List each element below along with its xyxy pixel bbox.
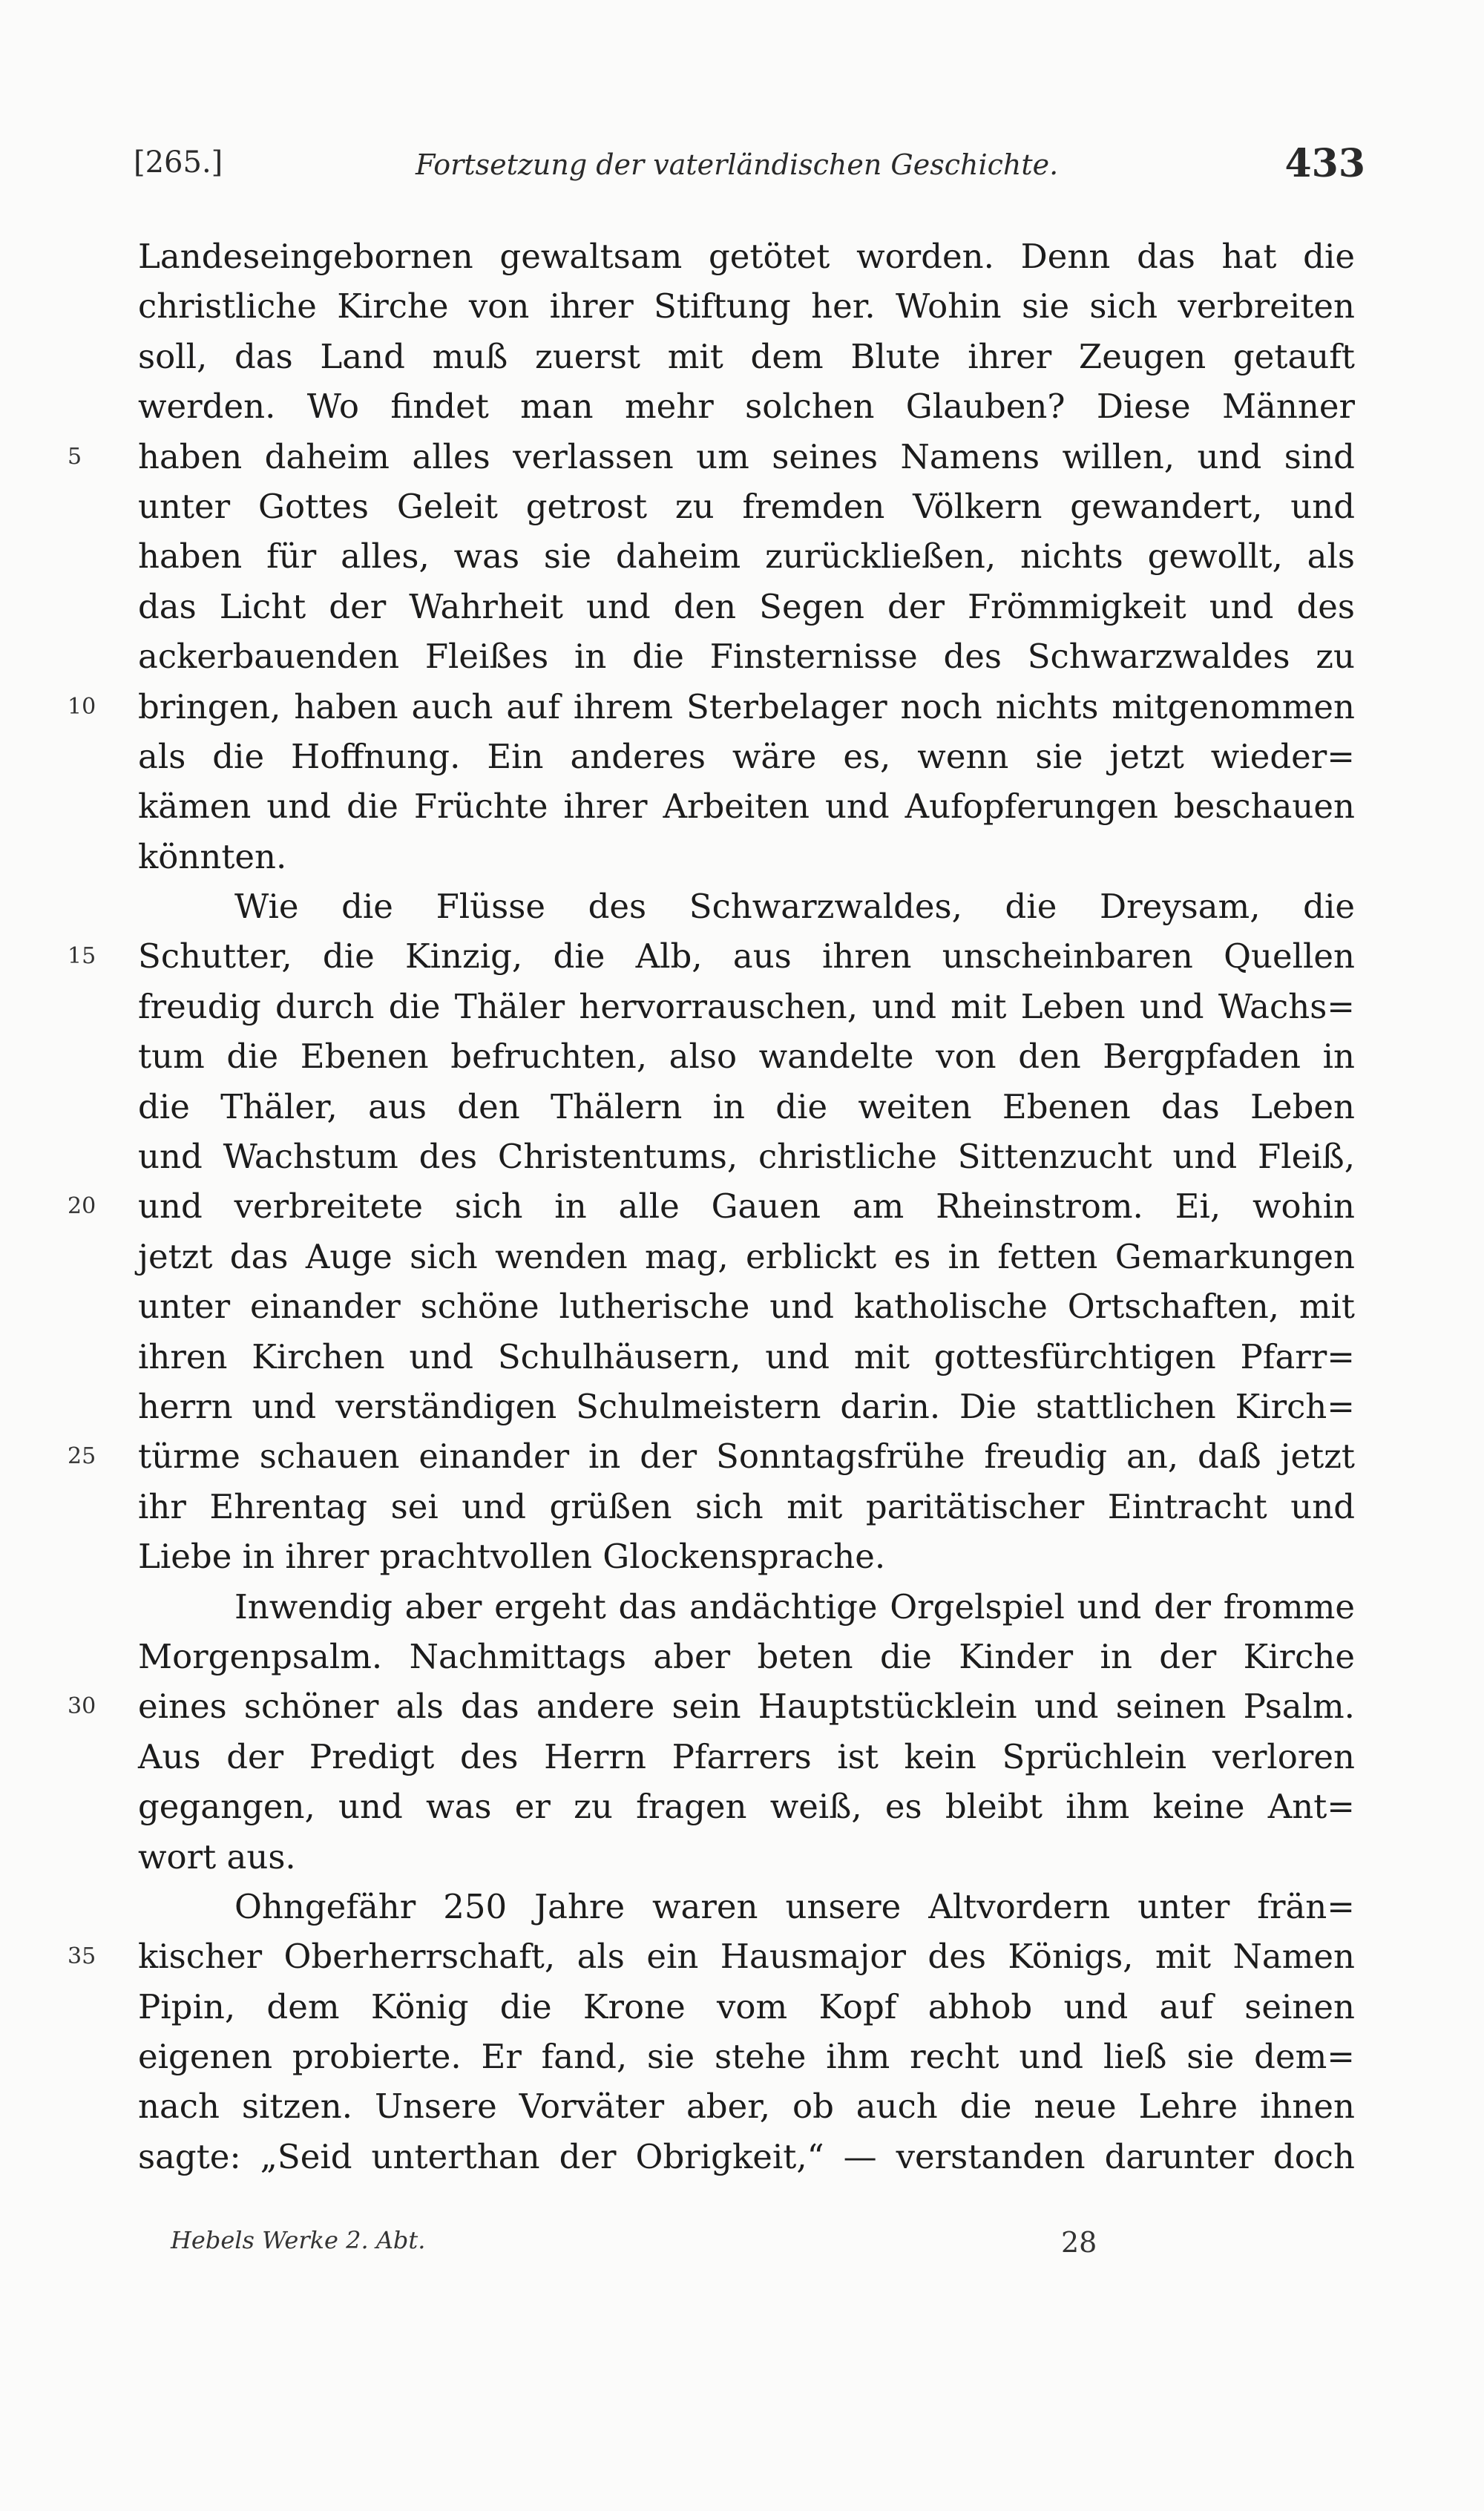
text-line: [138, 1281, 1355, 1331]
text-line: [138, 1982, 1355, 2032]
text-line: [138, 1832, 1355, 1882]
page-footer: [171, 2226, 1135, 2271]
body-text: [68, 232, 1355, 2182]
text-line: [68, 1181, 1355, 1231]
text-line: [138, 631, 1355, 681]
bracket-number: [265.]: [134, 145, 223, 180]
line-number: 20: [68, 1193, 96, 1220]
line-text: als die Hoffnung. Ein anderes wäre es, wenn sie jetzt wieder=: [138, 736, 1355, 776]
line-text: das Licht der Wahrheit und den Segen der Frömmigkeit und des: [138, 586, 1355, 626]
text-line: [138, 1482, 1355, 1532]
line-text: haben daheim alles verlassen um seines Namens willen, und sind: [138, 436, 1355, 476]
page-number: 433: [1284, 141, 1365, 186]
text-line: [138, 1031, 1355, 1081]
text-line: [68, 1681, 1355, 1731]
text-line: [138, 1332, 1355, 1382]
line-text: eigenen probierte. Er fand, sie stehe ihm recht und ließ sie dem=: [138, 2037, 1355, 2077]
line-text: unter einander schöne lutherische und katholische Ortschaften, mit: [138, 1287, 1355, 1327]
text-line: [138, 1582, 1355, 1632]
line-text: Morgenpsalm. Nachmittags aber beten die Kinder in der Kirche: [138, 1636, 1355, 1676]
line-text: gegangen, und was er zu fragen weiß, es bleibt ihm keine Ant=: [138, 1787, 1355, 1827]
line-text: Aus der Predigt des Herrn Pfarrers ist kein Sprüchlein verloren: [138, 1736, 1355, 1776]
text-line: [138, 982, 1355, 1031]
running-head: [134, 141, 1365, 197]
text-line: [138, 531, 1355, 581]
text-line: [138, 1082, 1355, 1132]
line-text: Schutter, die Kinzig, die Alb, aus ihren unscheinbaren Quellen: [138, 936, 1355, 976]
text-line: [68, 432, 1355, 482]
text-line: [138, 1882, 1355, 1931]
line-text: sagte: „Seid unterthan der Obrigkeit,“ — verstanden darunter doch: [138, 2136, 1355, 2176]
line-text: wort aus.: [138, 1837, 296, 1877]
line-number: 25: [68, 1443, 96, 1470]
line-text: ihr Ehrentag sei und grüßen sich mit paritätischer Eintracht und: [138, 1486, 1355, 1526]
text-line: [138, 2081, 1355, 2131]
text-line: [138, 732, 1355, 781]
running-title: Fortsetzung der vaterländischen Geschichte.: [416, 148, 1059, 181]
text-line: [138, 2032, 1355, 2081]
line-text: bringen, haben auch auf ihrem Sterbelager noch nichts mitgenommen: [138, 686, 1355, 726]
line-text: ackerbauenden Fleißes in die Finsternisse des Schwarzwaldes zu: [138, 637, 1355, 677]
line-text: türme schauen einander in der Sonntagsfrühe freudig an, daß jetzt: [138, 1437, 1355, 1477]
line-number: 30: [68, 1693, 96, 1720]
text-line: [138, 882, 1355, 931]
text-line: [138, 482, 1355, 531]
text-line: [138, 832, 1355, 882]
text-line: [138, 1382, 1355, 1431]
text-line: [138, 1782, 1355, 1831]
line-text: kämen und die Früchte ihrer Arbeiten und Aufopferungen beschauen: [138, 787, 1355, 827]
text-line: [138, 2132, 1355, 2182]
line-text: Liebe in ihrer prachtvollen Glockensprache.: [138, 1537, 886, 1577]
text-line: [68, 1431, 1355, 1481]
line-text: nach sitzen. Unsere Vorväter aber, ob auch die neue Lehre ihnen: [138, 2087, 1355, 2127]
text-line: [138, 281, 1355, 331]
text-line: [138, 232, 1355, 281]
line-text: Inwendig aber ergeht das andächtige Orgelspiel und der fromme: [234, 1586, 1355, 1627]
line-text: eines schöner als das andere sein Hauptstücklein und seinen Psalm.: [138, 1687, 1355, 1727]
text-line: [138, 781, 1355, 831]
line-text: Landeseingebornen gewaltsam getötet worden. Denn das hat die: [138, 237, 1355, 276]
text-line: [138, 1532, 1355, 1581]
line-text: könnten.: [138, 836, 287, 876]
text-line: [138, 1132, 1355, 1181]
line-text: Wie die Flüsse des Schwarzwaldes, die Dreysam, die: [234, 887, 1355, 927]
text-line: [68, 682, 1355, 732]
line-text: ihren Kirchen und Schulhäusern, und mit gottesfürchtigen Pfarr=: [138, 1336, 1355, 1376]
signature-mark: Hebels Werke 2. Abt.: [171, 2226, 426, 2254]
line-text: die Thäler, aus den Thälern in die weiten Ebenen das Leben: [138, 1086, 1355, 1126]
text-line: [138, 1232, 1355, 1281]
line-number: 35: [68, 1943, 96, 1970]
line-number: 5: [68, 443, 82, 470]
line-text: Pipin, dem König die Krone vom Kopf abhob und auf seinen: [138, 1986, 1355, 2026]
text-line: [138, 332, 1355, 381]
text-line: [138, 1632, 1355, 1681]
line-text: und verbreitete sich in alle Gauen am Rheinstrom. Ei, wohin: [138, 1186, 1355, 1227]
line-text: soll, das Land muß zuerst mit dem Blute ihrer Zeugen getauft: [138, 336, 1355, 376]
line-text: christliche Kirche von ihrer Stiftung her. Wohin sie sich verbreiten: [138, 286, 1355, 326]
line-text: tum die Ebenen befruchten, also wandelte von den Bergpfaden in: [138, 1037, 1355, 1077]
text-line: [138, 1732, 1355, 1782]
line-text: unter Gottes Geleit getrost zu fremden Völkern gewandert, und: [138, 486, 1355, 526]
line-text: und Wachstum des Christentums, christliche Sittenzucht und Fleiß,: [138, 1137, 1355, 1177]
line-number: 15: [68, 943, 96, 970]
line-text: werden. Wo findet man mehr solchen Glauben? Diese Männer: [138, 387, 1355, 427]
line-text: freudig durch die Thäler hervorrauschen, und mit Leben und Wachs=: [138, 986, 1355, 1026]
line-text: Ohngefähr 250 Jahre waren unsere Altvordern unter frän=: [234, 1886, 1355, 1926]
text-line: [68, 931, 1355, 981]
sheet-number: 28: [1061, 2226, 1097, 2259]
line-number: 10: [68, 693, 96, 720]
text-line: [138, 582, 1355, 631]
line-text: haben für alles, was sie daheim zurückließen, nichts gewollt, als: [138, 536, 1355, 577]
text-line: [138, 381, 1355, 431]
text-line: [68, 1931, 1355, 1981]
line-text: jetzt das Auge sich wenden mag, erblickt es in fetten Gemarkungen: [138, 1236, 1355, 1276]
line-text: herrn und verständigen Schulmeistern darin. Die stattlichen Kirch=: [138, 1386, 1355, 1426]
line-text: kischer Oberherrschaft, als ein Hausmajor des Königs, mit Namen: [138, 1937, 1355, 1977]
